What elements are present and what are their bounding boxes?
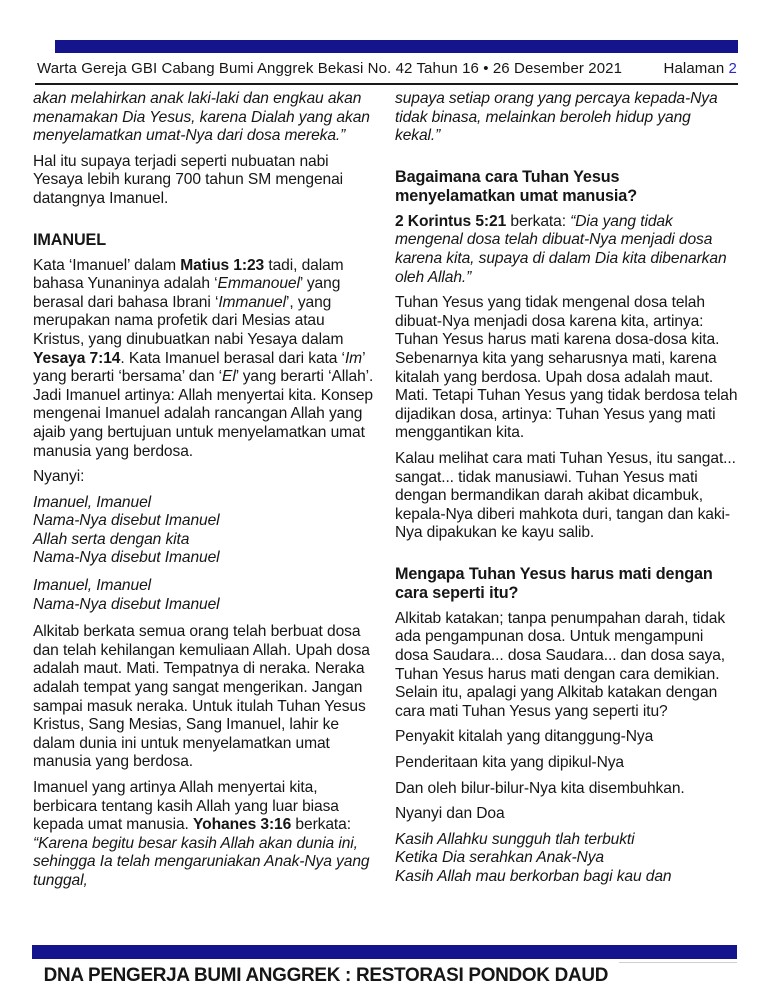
- text-run: 2 Korintus 5:21: [395, 212, 507, 230]
- text-run: ’ yang berarti ‘Allah’. Jadi Imanuel artinya: Allah menyertai kita. Konsep mengenai Imanuel adalah rancangan Allah yang ajaib yang bertujuan untuk menyelamatkan umat manusia yang berdosa.: [33, 368, 374, 460]
- text-run: “Dia yang tidak mengenal dosa telah dibuat-Nya menjadi dosa karena kita, supaya di dalam Dia kita dibenarkan oleh Allah.”: [395, 212, 727, 286]
- section-heading: [395, 168, 740, 206]
- verse-line: Allah serta dengan kita: [33, 530, 190, 548]
- page-indicator: [664, 60, 737, 77]
- text-run: Yesaya 7:14: [33, 349, 121, 367]
- paragraph: [395, 90, 740, 146]
- paragraph: [395, 805, 740, 824]
- article-body: [33, 85, 740, 898]
- page-header: [33, 40, 740, 85]
- paragraph: [33, 623, 378, 772]
- page-number: 2: [728, 60, 737, 77]
- verse-line: Imanuel, Imanuel: [33, 493, 152, 511]
- text-run: “Karena begitu besar kasih Allah akan dunia ini, sehingga Ia telah mengaruniakan Anak-Nya yang tunggal,: [33, 834, 370, 889]
- page-footer: [0, 945, 768, 987]
- header-text-row: [33, 53, 740, 83]
- column-left: [33, 90, 378, 898]
- paragraph: [395, 728, 740, 747]
- text-run: supaya setiap orang yang percaya kepada-Nya tidak binasa, melainkan beroleh hidup yang kekal.”: [395, 90, 718, 145]
- song-verse: [33, 494, 378, 568]
- text-run: El: [222, 368, 236, 386]
- column-right: [395, 90, 740, 898]
- header-accent-bar: [55, 40, 738, 53]
- footer-accent-bar: [32, 945, 737, 959]
- paragraph: [33, 257, 378, 462]
- text-run: Yohanes 3:16: [193, 816, 292, 834]
- text-run: ’ yang berasal dari bahasa Ibrani ‘: [33, 275, 341, 311]
- paragraph: [395, 450, 740, 543]
- verse-line: Nama-Nya disebut Imanuel: [33, 512, 220, 530]
- text-run: Bagaimana cara Tuhan Yesus menyelamatkan umat manusia?: [395, 167, 638, 205]
- text-run: berkata:: [291, 816, 351, 834]
- paragraph: [395, 294, 740, 443]
- footer-slogan: DNA PENGERJA BUMI ANGGREK : RESTORASI PONDOK DAUD: [43, 964, 609, 986]
- text-run: tadi, dalam bahasa Yunaninya adalah ‘: [33, 256, 344, 293]
- verse-line: Imanuel, Imanuel: [33, 577, 152, 595]
- text-run: Kalau melihat cara mati Tuhan Yesus, itu sangat... sangat... tidak manusiawi. Tuhan Yesus mati dengan bermandikan darah akibat dicambuk, kepala-Nya diberi mahkota duri, tangan dan kaki-Nya dipakukan ke kayu salib.: [395, 449, 736, 542]
- text-run: . Kata Imanuel berasal dari kata ‘: [120, 349, 345, 367]
- paragraph: [395, 780, 740, 799]
- text-run: Imanuel yang artinya Allah menyertai kita, berbicara tentang kasih Allah yang luar biasa kepada umat manusia.: [33, 779, 339, 834]
- paragraph: [33, 468, 378, 487]
- section-heading: [33, 231, 378, 250]
- text-run: Alkitab berkata semua orang telah berbuat dosa dan telah kehilangan kemuliaan Allah. Upah dosa adalah maut. Mati. Tempatnya di neraka. Neraka adalah tempat yang sangat mengerikan. Jangan sampai masuk neraka. Untuk itulah Tuhan Yesus Kristus, Sang Mesias, Sang Imanuel, lahir ke dalam dunia ini untuk menyelamatkan umat manusia yang berdosa.: [33, 623, 370, 771]
- text-run: Alkitab katakan; tanpa penumpahan darah, tidak ada pengampunan dosa. Untuk mengampuni dosa Saudara... dosa Saudara... dan dosa saya, Tuhan Yesus harus mati dengan cara demikian. Selain itu, apalagi yang Alkitab katakan dengan cara mati Tuhan Yesus yang seperti itu?: [395, 609, 726, 720]
- text-run: Matius 1:23: [180, 256, 265, 274]
- text-run: Kata ‘Imanuel’ dalam: [33, 256, 181, 274]
- verse-line: Kasih Allahku sungguh tlah terbukti: [395, 830, 635, 848]
- text-run: Mengapa Tuhan Yesus harus mati dengan cara seperti itu?: [395, 564, 713, 602]
- text-run: Nyanyi dan Doa: [395, 805, 505, 823]
- text-run: berkata:: [506, 212, 571, 230]
- song-verse: [33, 577, 378, 614]
- text-run: ’ yang berarti ‘bersama’ dan ‘: [33, 349, 365, 386]
- paragraph: [33, 90, 378, 146]
- paragraph: [33, 153, 378, 209]
- verse-line: Kasih Allah mau berkorban bagi kau dan: [395, 868, 672, 885]
- text-run: Penderitaan kita yang dipikul-Nya: [395, 754, 625, 772]
- song-verse: [395, 831, 740, 887]
- text-run: Nyanyi:: [33, 468, 85, 486]
- text-run: Penyakit kitalah yang ditanggung-Nya: [395, 728, 654, 746]
- text-run: Dan oleh bilur-bilur-Nya kita disembuhkan.: [395, 779, 685, 797]
- paragraph: [395, 610, 740, 722]
- verse-line: Nama-Nya disebut Imanuel: [33, 549, 220, 567]
- text-run: akan melahirkan anak laki-laki dan engkau akan menamakan Dia Yesus, karena Dialah yang akan menyelamatkan umat-Nya dari dosa mereka.”: [33, 90, 370, 145]
- paragraph: [395, 754, 740, 773]
- paragraph: [33, 779, 378, 891]
- page-label: Halaman: [663, 60, 729, 77]
- text-run: ’, yang merupakan nama profetik dari Mesias atau Kristus, yang dinubuatkan nabi Yesaya dalam: [33, 293, 344, 348]
- text-run: Hal itu supaya terjadi seperti nubuatan nabi Yesaya lebih kurang 700 tahun SM mengenai datangnya Imanuel.: [33, 152, 344, 207]
- paragraph: [395, 213, 740, 287]
- text-run: Emmanouel: [217, 275, 300, 293]
- header-title: Warta Gereja GBI Cabang Bumi Anggrek Bekasi No. 42 Tahun 16 • 26 Desember 2021: [37, 60, 623, 77]
- text-run: IMANUEL: [33, 230, 107, 249]
- text-run: Tuhan Yesus yang tidak mengenal dosa telah dibuat-Nya menjadi dosa karena kita, artinya: Tuhan Yesus harus mati karena dosa-dosa kita. Sebenarnya kita yang seharusnya mati, karena kitalah yang berdosa. Upah dosa adalah maut. Mati. Tetapi Tuhan Yesus yang tidak berdosa telah dijadikan dosa, artinya: Tuhan Yesus yang mati menggantikan kita.: [395, 294, 738, 442]
- text-run: Immanuel: [218, 293, 286, 311]
- text-run: Im: [344, 349, 363, 367]
- verse-line: Ketika Dia serahkan Anak-Nya: [395, 849, 604, 867]
- section-heading: [395, 565, 740, 603]
- verse-line: Nama-Nya disebut Imanuel: [33, 595, 220, 613]
